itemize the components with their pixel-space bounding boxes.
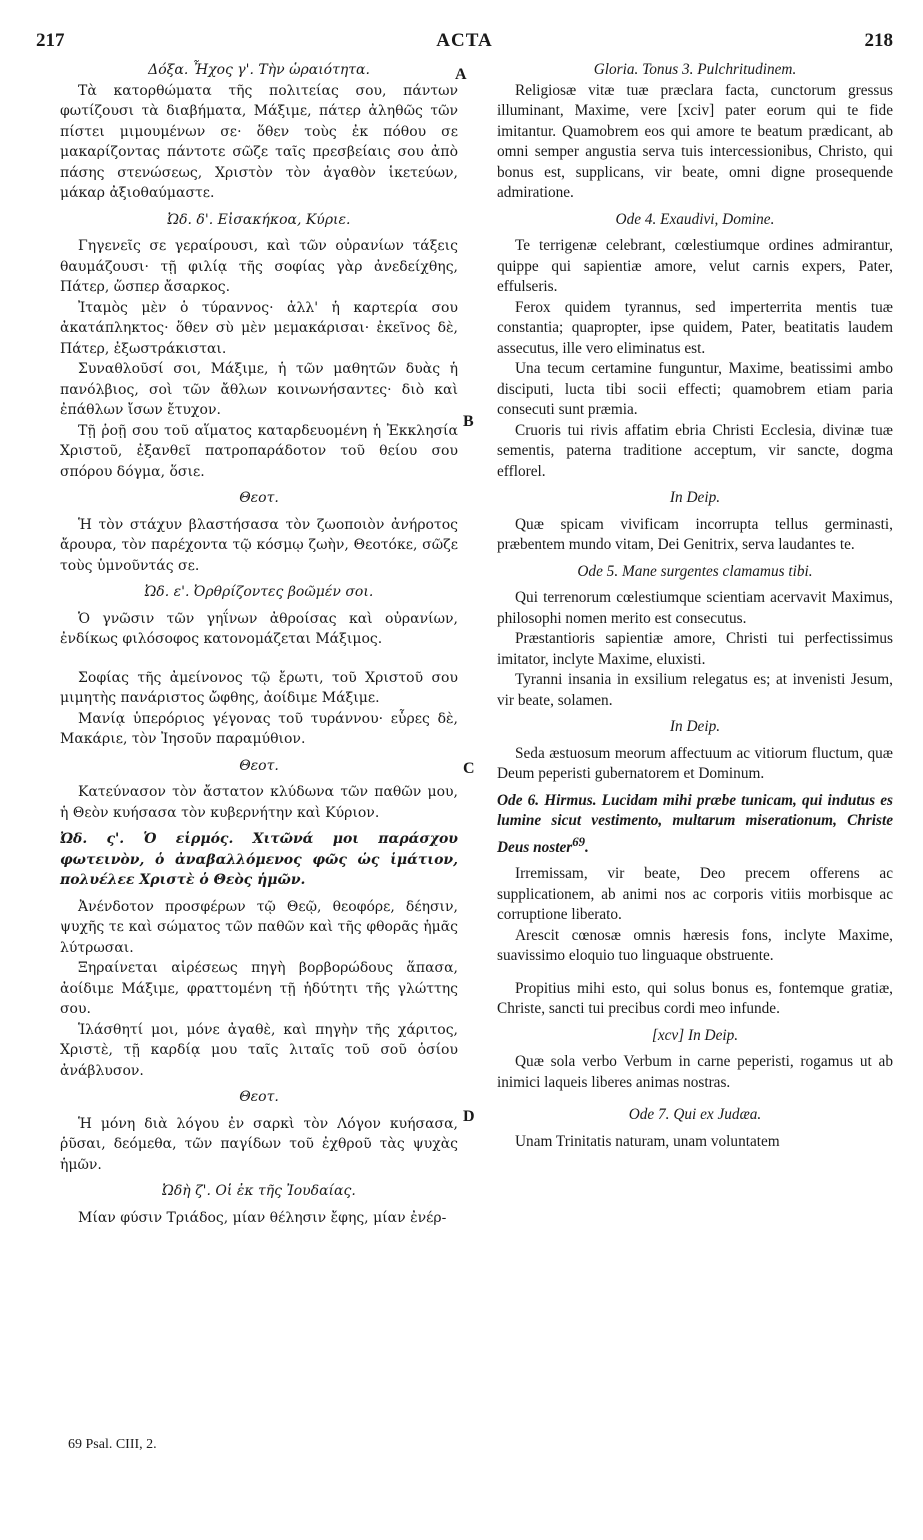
footnote: 69 Psal. CIII, 2.	[68, 1437, 157, 1452]
latin-paragraph: Unam Trinitatis naturam, unam voluntatem	[515, 1132, 780, 1150]
greek-paragraph: Ὁ γνῶσιν τῶν γηΐνων ἀθροίσας καὶ οὐρανίων, ἐνδίκως φιλόσοφος κατονομάζεται Μάξιμος.	[60, 610, 458, 647]
greek-paragraph: Σοφίας τῆς ἀμείνονος τῷ ἔρωτι, τοῦ Χριστοῦ σου μιμητὴς πανάριστος ὤφθης, ἀοίδιμε Μάξιμε.	[60, 669, 458, 706]
heading-in-deip-latin: [xcv] In Deip.	[651, 1026, 739, 1044]
latin-column	[497, 60, 893, 1152]
margin-marker-b: B	[463, 413, 474, 430]
latin-paragraph: Arescit cœnosæ omnis hæresis fons, inclyte Maxime, suavissimo eloquio tuo linguaque obstruente.	[497, 926, 893, 965]
latin-paragraph: Quæ sola verbo Verbum in carne peperisti, rogamus ut ab inimici laqueis liberes animas nostras.	[497, 1053, 893, 1091]
greek-paragraph: Ξηραίνεται αἱρέσεως πηγὴ βορβορώδους ἅπασα, ἀοίδιμε Μάξιμε, φραττομένη τῇ ἡδύτητι τῆς γλώττης σου.	[60, 960, 458, 1017]
greek-paragraph: Ἡ τὸν στάχυν βλαστήσασα τὸν ζωοποιὸν ἀνήροτος ἄρουρα, τὸν παρέχοντα τῷ κόσμῳ ζωὴν, Θεοτόκε, σῶζε τοὺς ὑμνοῦντάς σε.	[60, 516, 458, 574]
margin-marker-a: A	[455, 66, 467, 83]
greek-column	[60, 60, 458, 1228]
running-header	[36, 30, 893, 52]
hirmus-text: Ode 6. Hirmus. Lucidam mihi præbe tunicam, qui indutus es lumine sicut vestimento, multarum miserationum, Christe Deus noster	[497, 791, 893, 856]
right-page-number: 218	[864, 30, 893, 51]
heading-ode4-latin: Ode 4. Exaudivi, Domine.	[615, 210, 775, 228]
heading-gloria-latin: Gloria. Tonus 3. Pulchritudinem.	[593, 61, 797, 78]
heading-ode5-greek: Ὠδ. ε'. Ὀρθρίζοντες βοῶμέν σοι.	[144, 584, 374, 600]
margin-marker-c: C	[463, 760, 475, 777]
greek-paragraph: Ἡ μόνη διὰ λόγου ἐν σαρκὶ τὸν Λόγον κυήσασα, ῥῦσαι, δεόμεθα, τῶν παγίδων τοῦ ἐχθροῦ τὰς ψυχὰς ἡμῶν.	[60, 1115, 458, 1173]
greek-paragraph: Συναθλοῦσί σοι, Μάξιμε, ἡ τῶν μαθητῶν δυὰς ἡ πανόλβιος, σοὶ τῶν ἄθλων κοινωνήσαντες· διὸ καὶ ἐπάθλων ἴσων ἔτυχον.	[60, 361, 458, 418]
greek-paragraph: Ἰταμὸς μὲν ὁ τύραννος· ἀλλ' ἡ καρτερία σου ἀκατάπληκτος· ὅθεν σὺ μὲν μεμακάρισαι· ἐκεῖνος δὲ, Πάτερ, ἐξωστράκισται.	[60, 299, 458, 357]
latin-paragraph: Religiosæ vitæ tuæ præclara facta, cunctorum gressus illuminant, Maxime, vere [xciv] pater eorum qui te fide imitantur. Quamobrem eos qui amore te beatum prædicant, ab omni semper angustia serva tuis intercessionibus, Christo, qui bonus est, supplicans, vir beate, omni digne prosequende admiratione.	[497, 81, 893, 201]
latin-paragraph: Cruoris tui rivis affatim ebria Christi Ecclesia, divinæ tuæ sementis, paterna traditione acceptum, vir sancte, dogma efflorel.	[497, 421, 893, 480]
heading-ode6-hirmus-latin: Ode 6. Hirmus. Lucidam mihi præbe tunicam, qui indutus es lumine sicut vestimento, multarum miserationum, Christe Deus noster$^{69}$.	[497, 791, 893, 856]
latin-paragraph: Quæ spicam vivificam incorrupta tellus germinasti, præbentem mundo vitam, Dei Genitrix, serva laudantes te.	[497, 515, 893, 553]
heading-ode6-hirmus-greek: Ὠδ. ς'. Ὁ εἱρμός. Χιτῶνά μοι παράσχου φωτεινὸν, ὁ ἀναβαλλόμενος φῶς ὡς ἱμάτιον, πολυέλεε Χριστὲ ὁ Θεὸς ἡμῶν.	[60, 831, 458, 888]
heading-ode4-greek: Ὠδ. δ'. Εἰσακήκοα, Κύριε.	[167, 211, 351, 228]
greek-paragraph: Κατεύνασον τὸν ἄστατον κλύδωνα τῶν παθῶν μου, ἡ Θεὸν κυήσασα τὸν κυβερνήτην καὶ Κύριον.	[60, 784, 458, 821]
greek-paragraph: Ἀνένδοτον προσφέρων τῷ Θεῷ, θεοφόρε, δέησιν, ψυχῆς τε καὶ σώματος τῶν παθῶν καὶ τῆς φθορᾶς ἡμᾶς λύτρωσαι.	[60, 898, 458, 956]
latin-paragraph: Tyranni insania in exsilium relegatus es; at invenisti Jesum, vir beate, solamen.	[497, 671, 893, 709]
greek-paragraph: Τὰ κατορθώματα τῆς πολιτείας σου, πάντων φωτίζουσι τὰ διαβήματα, Μάξιμε, πάτερ ἀληθῶς τῶν πίστει μιμουμένων σε· ὅθεν τοὺς ἐκ πόθου σε μακαρίζοντας πάντοτε σῶζε ταῖς πρεσβείαις σου ἀπὸ πάσης στενώσεως, Χριστὸν τὸν ἀγαθὸν ἱκετεύων, μάκαρ ἀξιοθαύμαστε.	[60, 82, 458, 201]
heading-ode5-latin: Ode 5. Mane surgentes clamamus tibi.	[577, 562, 813, 580]
latin-paragraph: Te terrigenæ celebrant, cœlestiumque ordines admirantur, quippe qui sapientiæ amore, velut carnis expers, Pater, effulseris.	[497, 237, 893, 295]
latin-paragraph: Qui terrenorum cœlestiumque scientiam acervavit Maximus, philosophi nomen merito est consecutus.	[497, 589, 893, 627]
heading-in-deip-latin: In Deip.	[669, 489, 721, 506]
running-title: ACTA	[436, 30, 493, 51]
latin-paragraph: Una tecum certamine funguntur, Maxime, beatissimi ambo disciputi, lucta tibi socii effecti; quamobrem etiam paria consecuti sunt præmia.	[497, 360, 893, 418]
greek-paragraph: Ἱλάσθητί μοι, μόνε ἀγαθὲ, καὶ πηγὴν τῆς χάριτος, Χριστὲ, τῇ καρδίᾳ μου ταῖς λιταῖς τοῦ σοῦ ὁσίου ἀνάβλυσον.	[60, 1021, 458, 1079]
latin-paragraph: Propitius mihi esto, qui solus bonus es, fontemque gratiæ, Christe, sancti tui precibus cordi meo infunde.	[497, 979, 893, 1018]
left-page-number: 217	[36, 30, 65, 51]
greek-paragraph: Γηγενεῖς σε γεραίρουσι, καὶ τῶν οὐρανίων τάξεις θαυμάζουσι· τῇ φιλίᾳ τῆς σοφίας γὰρ ἀνεδείχθης, Πάτερ, ὥσπερ ἄσαρκος.	[60, 238, 458, 295]
heading-ode7-greek: Ὠδὴ ζ'. Οἱ ἐκ τῆς Ἰουδαίας.	[162, 1183, 356, 1199]
latin-paragraph: Irremissam, vir beate, Deo precem offerens ac supplicationem, ab animi nos ac corporis vitiis morbisque ac corruptione liberato.	[497, 865, 893, 924]
heading-theot-greek: Θεοτ.	[239, 757, 279, 774]
heading-in-deip-latin: In Deip.	[669, 718, 721, 735]
heading-gloria-greek: Δόξα. Ἦχος γ'. Τὴν ὡραιότητα.	[148, 62, 370, 78]
heading-ode7-latin: Ode 7. Qui ex Judæa.	[628, 1106, 762, 1124]
latin-paragraph: Ferox quidem tyrannus, sed imperterrita mentis tuæ constantia; quapropter, ipse quidem, Pater, beatitatis laudem assecutus, ille vero eliminatus est.	[497, 298, 893, 357]
heading-theot-greek: Θεοτ.	[239, 1089, 279, 1105]
footnote-reference[interactable]: 69	[572, 834, 585, 849]
heading-theot-greek: Θεοτ.	[239, 490, 279, 506]
greek-paragraph: Τῇ ῥοῇ σου τοῦ αἵματος καταρδευομένη ἡ Ἐκκλησία Χριστοῦ, ἐξανθεῖ πατροπαράδοτον τοῦ θείου σου σπόρου δόγμα, ὅσιε.	[60, 422, 458, 480]
latin-paragraph: Seda æstuosum meorum affectuum ac vitiorum fluctum, quæ Deum peperisti gubernatorem et Dominum.	[497, 744, 893, 782]
greek-paragraph: Μίαν φύσιν Τριάδος, μίαν θέλησιν ἔφης, μίαν ἐνέρ-	[78, 1209, 447, 1226]
latin-paragraph: Præstantioris sapientiæ amore, Christi tui perfectissimus imitator, inclyte Maxime, eluxisti.	[497, 630, 893, 668]
greek-paragraph: Μανίᾳ ὑπερόριος γέγονας τοῦ τυράννου· εὗρες δὲ, Μακάριε, τὸν Ἰησοῦν παραμύθιον.	[60, 710, 458, 747]
margin-marker-d: D	[463, 1108, 475, 1125]
